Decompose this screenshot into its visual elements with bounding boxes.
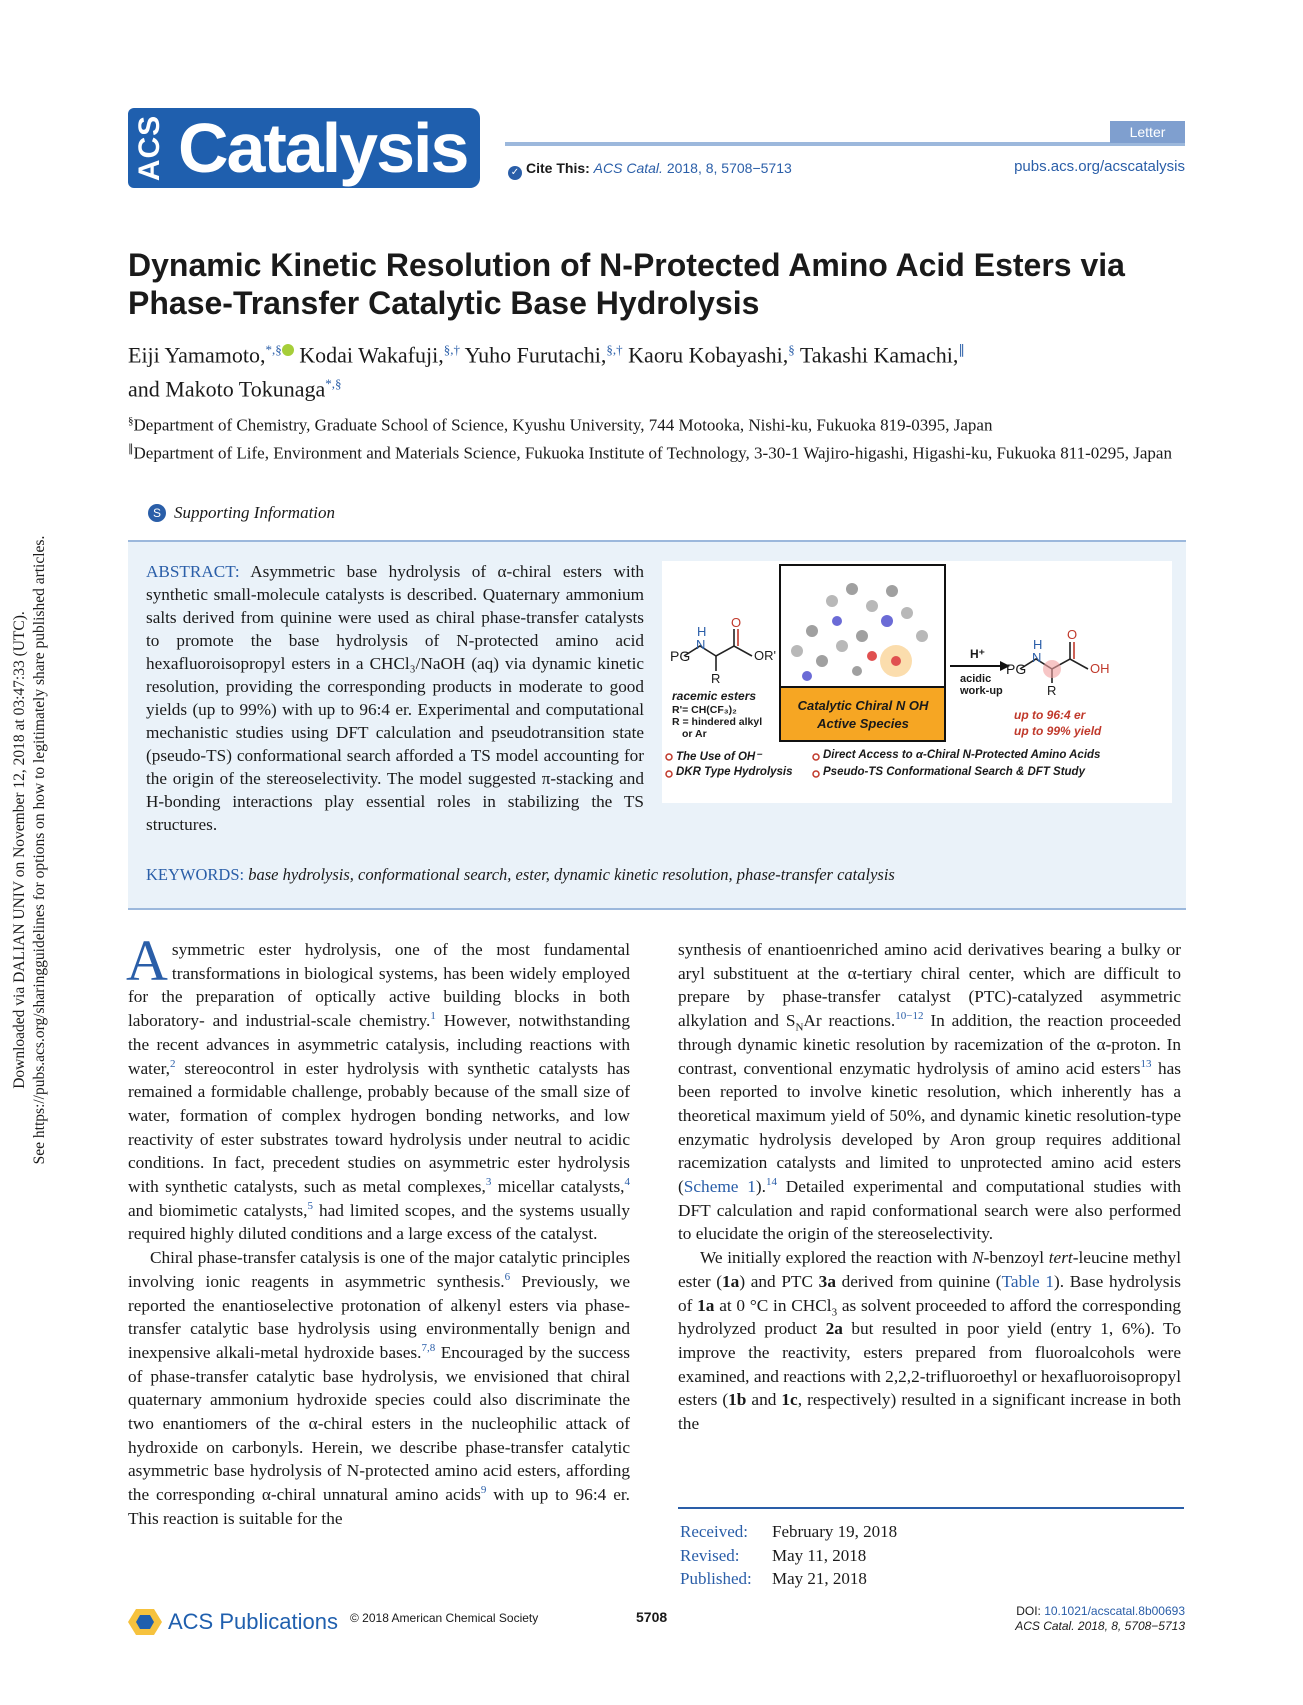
toc-feature-4: Pseudo-TS Conformational Search & DFT Study [823,766,1085,778]
ref-3[interactable]: 3 [485,1176,492,1189]
affiliation-2-text: Department of Life, Environment and Materials Science, Fukuoka Institute of Technology, 3-30-1 Wajiro-higashi, Higashi-ku, Fukuoka 811-0295, Japan [133,443,1172,463]
toc-hplus: H⁺ [970,647,985,661]
toc-rdef2: or Ar [682,728,707,740]
toc-pg-left: PG [670,648,691,664]
author-5[interactable]: Takashi Kamachi, [799,342,959,368]
author-6[interactable]: and Makoto Tokunaga [128,376,326,402]
toc-rprime: R'= CH(CF₃)₂ [672,704,737,716]
copyright: © 2018 American Chemical Society [350,1611,539,1625]
cite-ref: 2018, 8, 5708−5713 [666,160,792,176]
affiliation-1-text: Department of Chemistry, Graduate School of Science, Kyushu University, 744 Motooka, Nishi-ku, Fukuoka 819-0395, Japan [133,415,993,435]
toc-r-left: R [711,671,721,686]
side-line-2[interactable]: See https://pubs.acs.org/sharingguidelines for options on how to legitimately share published articles. [31,535,48,1165]
toc-catalyst-line1: Catalytic Chiral N OH [797,698,929,713]
drop-cap: A [126,928,168,993]
ref-13[interactable]: 13 [1140,1057,1152,1070]
affiliation-1 [128,410,1188,437]
article-title: Dynamic Kinetic Resolution of N-Protected Amino Acid Esters via Phase-Transfer Catalytic Base Hydrolysis [128,247,1125,321]
author-2[interactable]: Kodai Wakafuji, [299,342,444,368]
toc-o-right: O [1067,627,1078,642]
revised-date: May 11, 2018 [772,1545,867,1565]
abstract-label: ABSTRACT: [146,562,240,581]
toc-workup: work-up [960,685,1003,697]
ref-2[interactable]: 2 [170,1057,176,1070]
paragraph-3: synthesis of enantioenriched amino acid derivatives bearing a bulky or aryl substituent at the α-tertiary chiral center, which are difficult to prepare by phase-transfer catalyst (PTC)-catalyzed asymmetric alkylation and $S_NAr$ reactions.$^{10-12}$ In addition, the reaction proceeded through dynamic kinetic resolution by racemization of the α-proton. In contrast, conventional enzymatic hydrolysis of amino acid esters$^{13}$ has been reported to involve kinetic resolution, which inherently has a theoretical maximum yield of 50%, and dynamic kinetic resolution-type enzymatic hydrolysis developed by Aron group requires additional racemization catalysts and limited to unprotected amino acid esters (Scheme 1).$^{14}$ Detailed experimental and computational studies with DFT calculation and rapid conformational search were also performed to elucidate the origin of the stereoselectivity. [678,940,1182,1244]
author-2-mark: §,† [443,342,460,357]
logo-acs-text: ACS [133,114,166,182]
supporting-info-link[interactable] [148,503,335,523]
journal-logo[interactable] [128,108,480,188]
toc-n-right: N [1032,650,1042,665]
ref-4[interactable]: 4 [624,1176,630,1189]
affiliation-2-mark: ∥ [128,443,134,455]
affiliation-2 [128,438,1188,465]
author-3[interactable]: Yuho Furutachi, [464,342,607,368]
toc-graphic [662,561,1172,803]
supporting-info-label: Supporting Information [174,503,336,522]
ref-14[interactable]: 14 [765,1176,777,1189]
ref-5[interactable]: 5 [307,1199,313,1212]
check-icon: ✓ [508,166,522,180]
published-label: Published: [680,1569,752,1588]
abstract-text: Asymmetric base hydrolysis of α-chiral esters with synthetic small-molecule catalysts is described. Quaternary ammonium salts derived from quinine were used as chiral phase-transfer catalysts to promote the base hydrolysis of N-protected amino acid hexafluoroisopropyl esters in a CHCl₃/NaOH (aq) via dynamic kinetic resolution, providing the corresponding products in moderate to good yields (up to 99%) with up to 96:4 er. Experimental and computational mechanistic studies using DFT calculation and pseudotransition state (pseudo-TS) conformational search afforded a TS model accounting for the origin of the stereoselectivity. The model suggested π-stacking and H-bonding interactions play essential roles in stabilizing the TS structures. [146,562,644,834]
acs-publications-text: ACS Publications [168,1609,338,1634]
ref-6[interactable]: 6 [504,1271,511,1284]
dates-rule [678,1507,1184,1509]
toc-racemic: racemic esters [672,689,757,703]
ref-9[interactable]: 9 [480,1484,487,1497]
toc-h-right: H [1033,637,1043,652]
toc-r-right: R [1047,683,1057,698]
toc-h-left: H [697,624,707,639]
toc-acidic: acidic [960,673,992,685]
acs-hexagon-icon [128,1607,162,1637]
affiliation-1-mark: § [128,415,134,427]
doi-block [1015,1604,1185,1634]
author-6-mark: *,§ [325,376,342,392]
revised-label: Revised: [680,1545,740,1565]
cite-label: Cite This: [526,160,590,176]
journal-url[interactable]: pubs.acs.org/acscatalysis [1014,158,1185,175]
paragraph-4: We initially explored the reaction with N-benzoyl tert-leucine methyl ester (1a) and PTC 3a derived from quinine (Table 1). Base hydrolysis of 1a at 0 °C in CHCl$_3$ as solvent proceeded to afford the corresponding hydrolyzed product 2a but resulted in poor yield (entry 1, 6%). To improve the reactivity, esters prepared from fluoroalcohols were examined, and reactions with 2,2,2-trifluoroethyl or hexafluoroisopropyl esters (1b and 1c, respectively) resulted in a significant increase in both the [678,1248,1182,1434]
cite-journal: ACS Catal. [593,160,663,176]
toc-yield: up to 99% yield [1014,724,1102,738]
scheme-1-link[interactable]: Scheme 1 [683,1177,756,1197]
author-4[interactable]: Kaoru Kobayashi, [628,342,789,368]
ref-7-8[interactable]: 7,8 [421,1342,436,1355]
author-list [128,335,1188,404]
author-4-mark: § [788,342,795,357]
doi-link[interactable]: 10.1021/acscatal.8b00693 [1044,1604,1185,1618]
toc-feature-1: The Use of OH⁻ [676,751,762,763]
paragraph-1: Asymmetric ester hydrolysis, one of the most fundamental transformations in biological systems, has been widely employed for the preparation of optically active building blocks in both laboratory- and industrial-scale chemistry.$^1$ However, notwithstanding the recent advances in asymmetric catalysis, including reactions with water,$^2$ stereocontrol in ester hydrolysis with synthetic catalysts has remained a formidable challenge, probably because of the small size of water, formation of complex hydrogen bonding networks, and low reactivity of ester substrates toward hydrolysis under neutral to acidic conditions. In fact, precedent studies on asymmetric ester hydrolysis with synthetic catalysts, such as metal complexes,$^3$ micellar catalysts,$^4$ and biomimetic catalysts,$^5$ had limited scopes, and the systems usually required highly diluted conditions and a large excess of the catalyst. [126,928,630,1244]
received-label: Received: [680,1522,748,1541]
toc-catalyst-line2: Active Species [817,716,909,731]
toc-rdef: R = hindered alkyl [672,716,763,728]
keywords [146,865,1176,885]
paragraph-2: Chiral phase-transfer catalysis is one of the major catalytic principles involving ionic reagents in asymmetric synthesis.$^6$ Previously, we reported the enantioselective protonation of alkenyl esters via phase-transfer catalytic base hydrolysis using environmentally benign and inexpensive alkali-metal hydroxide bases.$^{7,8}$ Encouraged by the success of phase-transfer catalytic base hydrolysis, we envisioned that chiral quaternary ammonium hydroxide species could also discriminate the two enantiomers of the α-chiral esters in the nucleophilic attack of hydroxide on carbonyls. Herein, we describe phase-transfer catalytic asymmetric base hydrolysis of N-protected amino acid esters, affording the corresponding α-chiral unnatural amino acids$^9$ with up to 96:4 er. This reaction is suitable for the [128,1248,630,1528]
toc-pg-right: PG [1006,661,1027,677]
toc-feature-3: Direct Access to α-Chiral N-Protected Amino Acids [823,749,1101,761]
header-rule [505,142,1185,146]
abstract [146,560,644,836]
published-date: May 21, 2018 [772,1569,867,1588]
toc-er: up to 96:4 er [1014,708,1086,722]
toc-oh: OH [1090,661,1110,676]
ref-1[interactable]: 1 [430,1010,436,1023]
doi-label: DOI: [1016,1604,1045,1618]
author-1[interactable]: Eiji Yamamoto, [128,342,266,368]
orcid-icon[interactable] [282,344,294,356]
received-date: February 19, 2018 [772,1522,898,1541]
author-5-mark: ∥ [958,342,965,357]
side-line-1: Downloaded via DALIAN UNIV on November 12, 2018 at 03:47:33 (UTC). [11,611,28,1089]
toc-n-left: N [696,637,706,652]
table-1-link[interactable]: Table 1 [1001,1271,1054,1291]
toc-feature-2: DKR Type Hydrolysis [676,766,793,778]
keywords-label: KEYWORDS: [146,865,245,884]
toc-o-left: O [731,615,742,630]
logo-catalysis-text: Catalysis [172,108,480,188]
author-3-mark: §,† [606,342,623,357]
author-1-mark: *,§ [265,342,282,357]
footer-citation: ACS Catal. 2018, 8, 5708−5713 [1015,1619,1185,1633]
article-type-tag: Letter [1110,121,1185,143]
acs-publications-logo[interactable] [128,1607,338,1637]
ref-10-12[interactable]: 10−12 [895,1010,924,1023]
supporting-info-icon: S [148,504,166,522]
side-download-note [0,0,60,1705]
body-column-right [678,938,1181,1436]
page-number: 5708 [636,1609,668,1625]
cite-this[interactable] [508,160,792,180]
body-column-left [126,928,630,1531]
toc-or: OR' [754,648,776,663]
keywords-text: base hydrolysis, conformational search, ester, dynamic kinetic resolution, phase-transfer catalysis [248,865,895,884]
article-dates [680,1520,897,1591]
